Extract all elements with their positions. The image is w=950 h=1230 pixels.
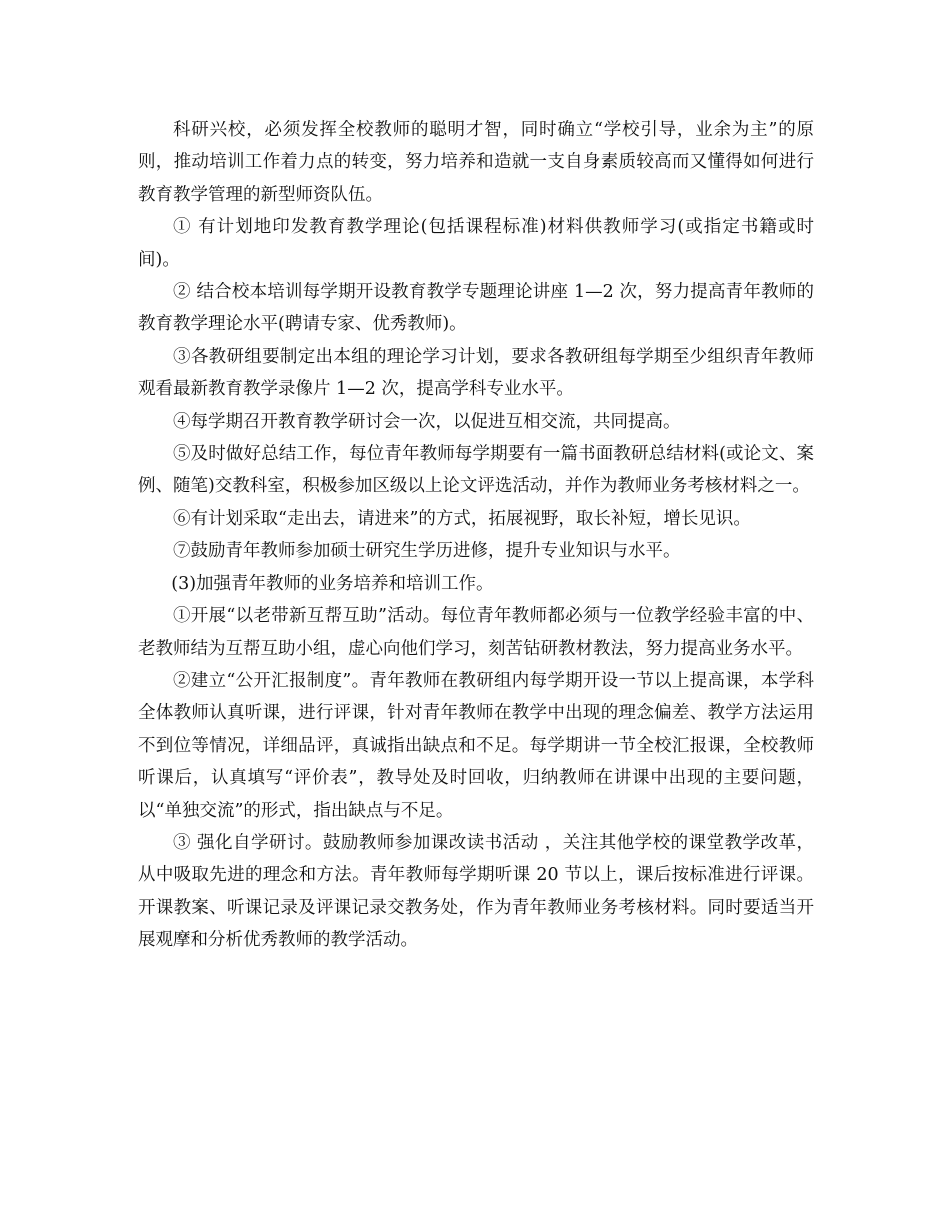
paragraph-item-1: ① 有计划地印发教育教学理论(包括课程标准)材料供教师学习(或指定书籍或时间)。 bbox=[138, 217, 814, 270]
paragraph-intro: 科研兴校，必须发挥全校教师的聪明才智，同时确立“学校引导，业余为主”的原则，推动培训工作着力点的转变，努力培养和造就一支自身素质较高而又懂得如何进行教育教学管理的新型师资队伍。 bbox=[138, 120, 814, 205]
paragraph-sub-1: ①开展“以老带新互帮互助”活动。每位青年教师都必须与一位教学经验丰富的中、老教师结为互帮互助小组，虚心向他们学习，刻苦钻研教材教法，努力提高业务水平。 bbox=[138, 606, 814, 659]
paragraph-item-6: ⑥有计划采取“走出去，请进来”的方式，拓展视野，取长补短，增长见识。 bbox=[173, 508, 751, 529]
paragraph-sub-3: ③ 强化自学研讨。鼓励教师参加课改读书活动 ，关注其他学校的课堂教学改革，从中吸取先进的理念和方法。青年教师每学期听课 20 节以上，课后按标准进行评课。开课教案、听课记录及评课记录交教务处，作为青年教师业务考核材料。同时要适当开展观摩和分析优秀教师的教学活动。 bbox=[138, 832, 814, 951]
document-body bbox=[138, 114, 814, 957]
paragraph-item-7: ⑦鼓励青年教师参加硕士研究生学历进修，提升专业知识与水平。 bbox=[173, 541, 681, 562]
paragraph-item-3: ③各教研组要制定出本组的理论学习计划，要求各教研组每学期至少组织青年教师观看最新教育教学录像片 1—2 次，提高学科专业水平。 bbox=[138, 346, 814, 400]
paragraph-item-2: ② 结合校本培训每学期开设教育教学专题理论讲座 1—2 次，努力提高青年教师的教育教学理论水平(聘请专家、优秀教师)。 bbox=[138, 282, 814, 335]
paragraph-sub-2: ②建立“公开汇报制度”。青年教师在教研组内每学期开设一节以上提高课，本学科全体教师认真听课，进行评课，针对青年教师在教学中出现的理念偏差、教学方法运用不到位等情况，详细品评，真诚指出缺点和不足。每学期讲一节全校汇报课，全校教师听课后，认真填写“评价表”，教导处及时回收，归纳教师在讲课中出现的主要问题，以“单独交流”的形式，指出缺点与不足。 bbox=[138, 670, 814, 821]
paragraph-item-4: ④每学期召开教育教学研讨会一次，以促进互相交流，共同提高。 bbox=[173, 411, 681, 432]
paragraph-item-5: ⑤及时做好总结工作，每位青年教师每学期要有一篇书面教研总结材料(或论文、案例、随笔)交教科室，积极参加区级以上论文评选活动，并作为教师业务考核材料之一。 bbox=[138, 444, 814, 497]
section-heading-3: (3)加强青年教师的业务培养和培训工作。 bbox=[171, 573, 494, 594]
